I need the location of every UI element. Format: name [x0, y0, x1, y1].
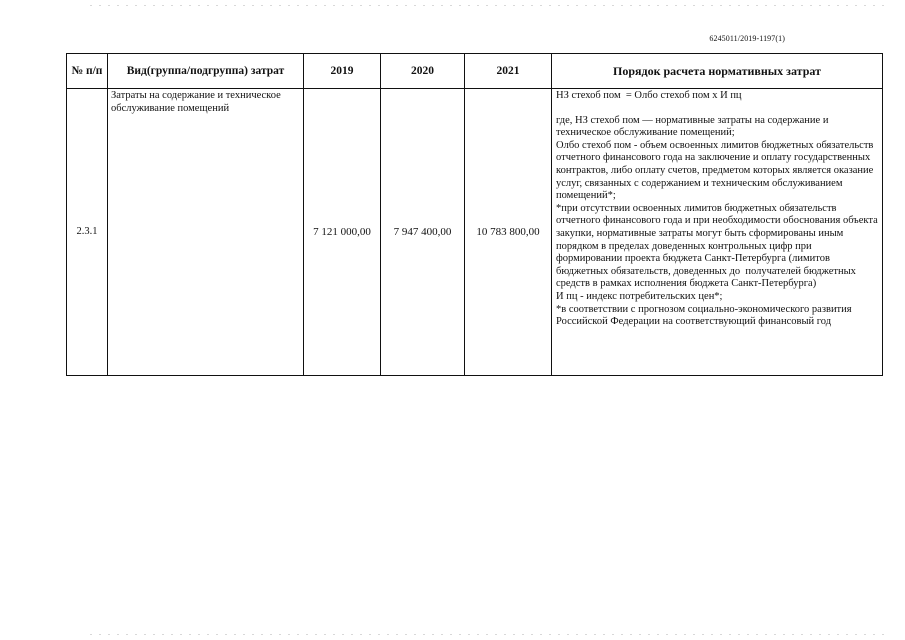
method-definition-olbo: Олбо стехоб пом - объем освоенных лимитов бюджетных обязательств отчетного финансового года на заключение и оплату государственных контрактов, либо оплату счетов, предметом которых является оказание услуг, связанных с содержанием и техническим обслуживанием помещений*;: [556, 139, 877, 202]
document-number: 6245011/2019-1197(1): [709, 34, 785, 43]
scan-artifact-top: [90, 5, 885, 6]
header-2021: 2021: [465, 54, 552, 89]
method-definition-nz: где, НЗ стехоб пом — нормативные затраты на содержание и техническое обслуживание помещений;: [556, 114, 832, 139]
header-number: № п/п: [67, 54, 108, 89]
header-cost-type: Вид(группа/подгруппа) затрат: [108, 54, 304, 89]
table-header-row: [67, 54, 883, 89]
row-calculation-method: [552, 89, 883, 376]
row-value-2021: 10 783 800,00: [465, 89, 552, 376]
header-2020: 2020: [381, 54, 465, 89]
table-row: [67, 89, 883, 376]
method-definition-ipc: И пц - индекс потребительских цен*;: [556, 290, 723, 302]
method-footnote-limits: *при отсутствии освоенных лимитов бюджетных обязательств отчетного финансового года и при необходимости обоснования объекта закупки, нормативные затраты могут быть сформированы иным порядком в пределах доведенных контрольных цифр при формировании проекта бюджета Санкт-Петербурга (лимитов бюджетных обязательств, доведенных до получателей бюджетных средств в рамках исполнения бюджета Санкт-Петербурга): [556, 202, 881, 290]
paragraph-gap: [556, 103, 879, 115]
method-formula: НЗ стехоб пом = Олбо стехоб пом х И пц: [556, 90, 742, 101]
row-cost-type: Затраты на содержание и техническое обслуживание помещений: [108, 89, 304, 376]
method-footnote-forecast: *в соответствии с прогнозом социально-экономического развития Российской Федерации на соответствующий финансовый год: [556, 303, 855, 328]
row-value-2020: 7 947 400,00: [381, 89, 465, 376]
row-number: 2.3.1: [67, 89, 108, 376]
row-value-2019: 7 121 000,00: [304, 89, 381, 376]
normative-costs-table: [66, 53, 883, 376]
header-calculation-method: Порядок расчета нормативных затрат: [552, 54, 883, 89]
scan-artifact-bottom: [90, 634, 885, 635]
header-2019: 2019: [304, 54, 381, 89]
